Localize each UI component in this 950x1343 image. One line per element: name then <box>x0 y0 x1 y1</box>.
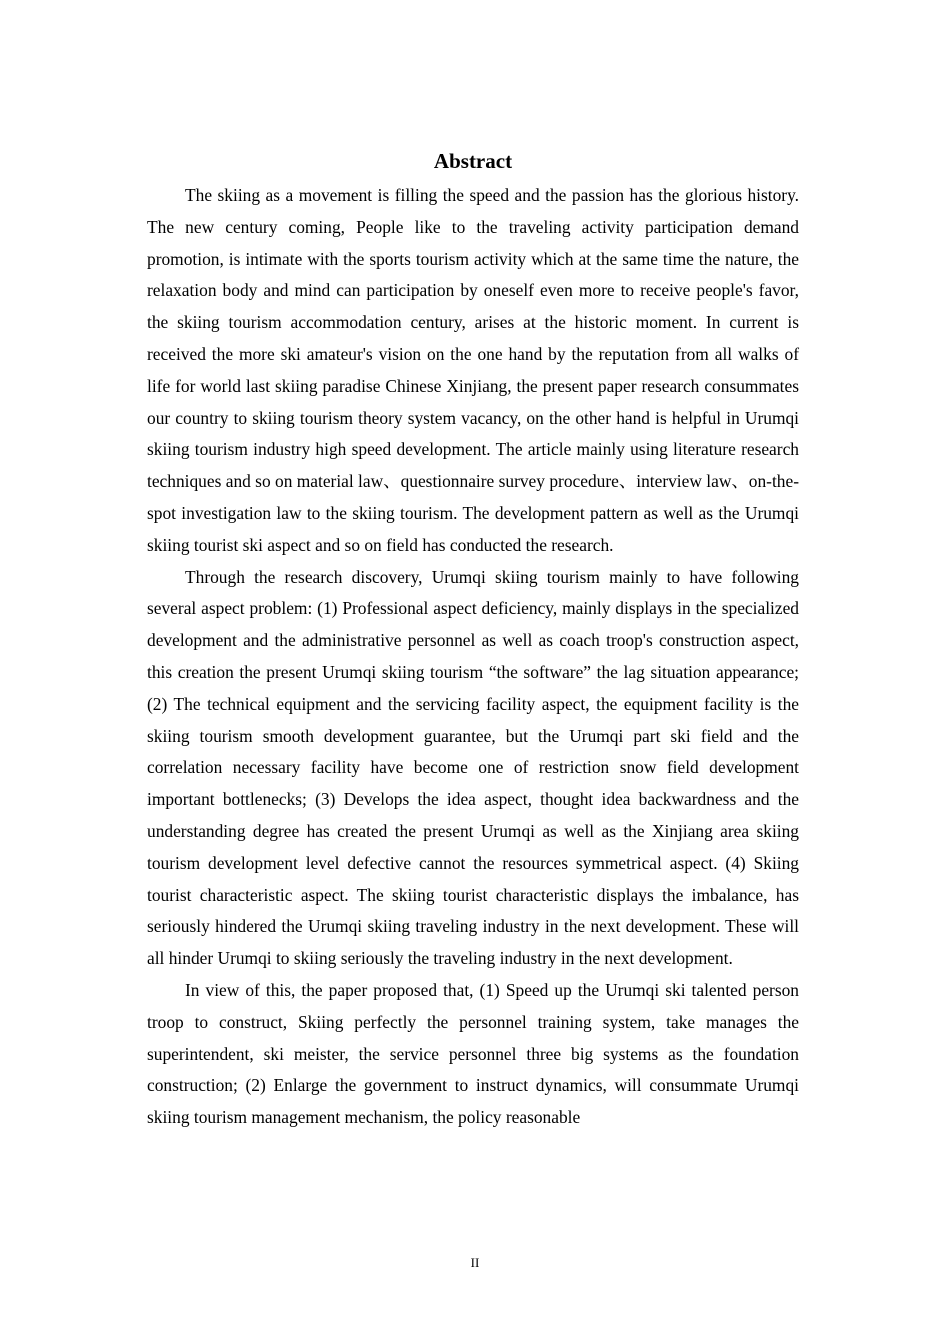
page-number: II <box>470 1255 480 1270</box>
abstract-title: Abstract <box>433 149 513 173</box>
abstract-body <box>147 180 799 1134</box>
paragraph-3: In view of this, the paper proposed that, (1) Speed up the Urumqi ski talented person troop to construct, Skiing perfectly the personnel training system, take manages the superintendent, ski meister, the service personnel three big systems as the foundation construction; (2) Enlarge the government to instruct dynamics, will consummate Urumqi skiing tourism management mechanism, the policy reasonable <box>147 979 799 1128</box>
paragraph-2: Through the research discovery, Urumqi skiing tourism mainly to have following several aspect problem: (1) Professional aspect deficiency, mainly displays in the specialized development and the administrative personnel as well as coach troop's construction aspect, this creation the present Urumqi skiing tourism “the software” the lag situation appearance; (2) The technical equipment and the servicing facility aspect, the equipment facility is the skiing tourism smooth development guarantee, but the Urumqi part ski field and the correlation necessary facility have become one of restriction snow field development important bottlenecks; (3) Develops the idea aspect, thought idea backwardness and the understanding degree has created the present Urumqi as well as the Xinjiang area skiing tourism development level defective cannot the resources symmetrical aspect. (4) Skiing tourist characteristic aspect. The skiing tourist characteristic displays the imbalance, has seriously hindered the Urumqi skiing traveling industry in the next development. These will all hinder Urumqi to skiing seriously the traveling industry in the next development. <box>147 566 799 969</box>
paragraph-1: The skiing as a movement is filling the speed and the passion has the glorious history. The new century coming, People like to the traveling activity participation demand promotion, is intimate with the sports tourism activity which at the same time the nature, the relaxation body and mind can participation by oneself even more to receive people's favor, the skiing tourism accommodation century, arises at the historic moment. In current is received the more ski amateur's vision on the one hand by the reputation from all walks of life for world last skiing paradise Chinese Xinjiang, the present paper research consummates our country to skiing tourism theory system vacancy, on the other hand is helpful in Urumqi skiing tourism industry high speed development. The article mainly using literature research techniques and so on material law、questionnaire survey procedure、interview law、on-the-spot investigation law to the skiing tourism. The development pattern as well as the Urumqi skiing tourist ski aspect and so on field has conducted the research. <box>147 185 799 555</box>
